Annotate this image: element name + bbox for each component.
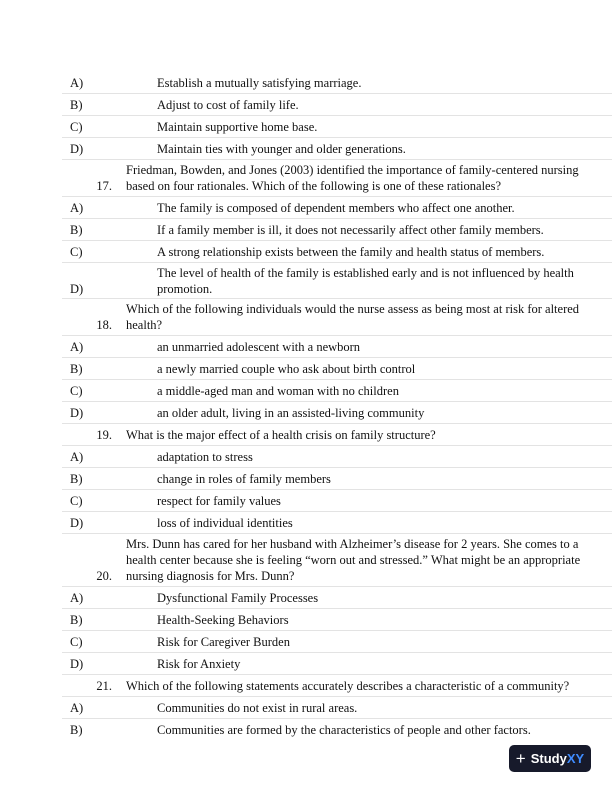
answer-option — [62, 631, 612, 653]
question-number: 18. — [96, 318, 112, 332]
option-text: Risk for Anxiety — [157, 656, 241, 671]
question-row — [62, 534, 612, 587]
option-letter: B) — [70, 612, 83, 627]
answer-option — [62, 468, 612, 490]
logo-text-xy: XY — [566, 751, 585, 766]
option-text: Risk for Caregiver Burden — [157, 634, 290, 649]
option-text: an older adult, living in an assisted-living community — [157, 405, 425, 420]
option-letter: B) — [70, 471, 83, 486]
logo-text-study: Study — [530, 751, 567, 766]
option-text: Health-Seeking Behaviors — [157, 612, 289, 627]
answer-option — [62, 263, 612, 299]
answer-option — [62, 697, 612, 719]
option-text: If a family member is ill, it does not necessarily affect other family members. — [157, 222, 544, 237]
option-letter: C) — [70, 244, 83, 259]
question-row — [62, 675, 612, 697]
answer-option — [62, 446, 612, 468]
question-line: Mrs. Dunn has cared for her husband with Alzheimer’s disease for 2 years. She comes to a — [126, 537, 579, 551]
studyxy-logo-badge[interactable] — [509, 745, 591, 772]
answer-option — [62, 380, 612, 402]
option-text: Establish a mutually satisfying marriage. — [157, 75, 362, 90]
option-text: a middle-aged man and woman with no children — [157, 383, 399, 398]
answer-option — [62, 116, 612, 138]
option-text: Adjust to cost of family life. — [157, 97, 299, 112]
question-number: 21. — [96, 678, 112, 693]
option-letter: A) — [70, 590, 84, 605]
question-text — [126, 160, 612, 196]
option-letter: C) — [70, 493, 83, 508]
option-text: Dysfunctional Family Processes — [157, 590, 319, 605]
question-row — [62, 424, 612, 446]
quiz-content — [62, 72, 612, 740]
option-letter: D) — [70, 141, 84, 156]
option-text: Communities do not exist in rural areas. — [157, 700, 358, 715]
question-number: 17. — [96, 179, 112, 193]
logo-text — [531, 751, 584, 766]
plus-icon: + — [515, 749, 526, 768]
option-text: A strong relationship exists between the family and health status of members. — [157, 244, 545, 259]
option-text: Maintain ties with younger and older generations. — [157, 141, 406, 156]
answer-option — [62, 241, 612, 263]
option-letter: C) — [70, 119, 83, 134]
answer-option — [62, 587, 612, 609]
option-letter: B) — [70, 722, 83, 737]
option-letter: B) — [70, 222, 83, 237]
answer-option — [62, 609, 612, 631]
answer-option — [62, 719, 612, 740]
answer-option — [62, 490, 612, 512]
answer-option — [62, 138, 612, 160]
question-text: Which of the following statements accurately describes a characteristic of a community? — [126, 678, 570, 693]
option-text: The family is composed of dependent members who affect one another. — [157, 200, 515, 215]
question-line: health center because she is feeling “worn out and stressed.” What might be an appropriate — [126, 553, 581, 567]
question-number: 19. — [96, 427, 112, 442]
option-letter: D) — [70, 282, 84, 296]
answer-option — [62, 512, 612, 534]
option-letter: C) — [70, 634, 83, 649]
answer-option — [62, 653, 612, 675]
answer-option — [62, 336, 612, 358]
option-text: loss of individual identities — [157, 515, 293, 530]
option-line: promotion. — [157, 282, 213, 296]
option-letter: A) — [70, 449, 84, 464]
answer-option — [62, 402, 612, 424]
option-letter: D) — [70, 656, 84, 671]
option-letter: D) — [70, 405, 84, 420]
option-text: Communities are formed by the characteristics of people and other factors. — [157, 722, 531, 737]
answer-option — [62, 94, 612, 116]
answer-option — [62, 197, 612, 219]
question-text — [126, 299, 612, 335]
question-line: nursing diagnosis for Mrs. Dunn? — [126, 569, 295, 583]
option-text: adaptation to stress — [157, 449, 253, 464]
question-row — [62, 160, 612, 197]
question-line: Which of the following individuals would the nurse assess as being most at risk for altered — [126, 302, 580, 316]
answer-option — [62, 358, 612, 380]
question-line: health? — [126, 318, 163, 332]
option-letter: A) — [70, 339, 84, 354]
option-letter: C) — [70, 383, 83, 398]
question-row — [62, 299, 612, 336]
option-letter: A) — [70, 700, 84, 715]
question-line: based on four rationales. Which of the following is one of these rationales? — [126, 179, 502, 193]
option-line: The level of health of the family is established early and is not influenced by health — [157, 266, 574, 280]
answer-option — [62, 72, 612, 94]
option-letter: B) — [70, 361, 83, 376]
option-text: change in roles of family members — [157, 471, 331, 486]
question-text: What is the major effect of a health crisis on family structure? — [126, 427, 436, 442]
option-text: Maintain supportive home base. — [157, 119, 318, 134]
question-line: Friedman, Bowden, and Jones (2003) identified the importance of family-centered nursing — [126, 163, 579, 177]
question-text — [126, 534, 612, 586]
option-text: an unmarried adolescent with a newborn — [157, 339, 361, 354]
option-text: a newly married couple who ask about birth control — [157, 361, 416, 376]
option-text — [157, 263, 612, 298]
option-letter: A) — [70, 200, 84, 215]
option-letter: D) — [70, 515, 84, 530]
option-letter: A) — [70, 75, 84, 90]
question-number: 20. — [96, 569, 112, 583]
answer-option — [62, 219, 612, 241]
option-text: respect for family values — [157, 493, 281, 508]
option-letter: B) — [70, 97, 83, 112]
